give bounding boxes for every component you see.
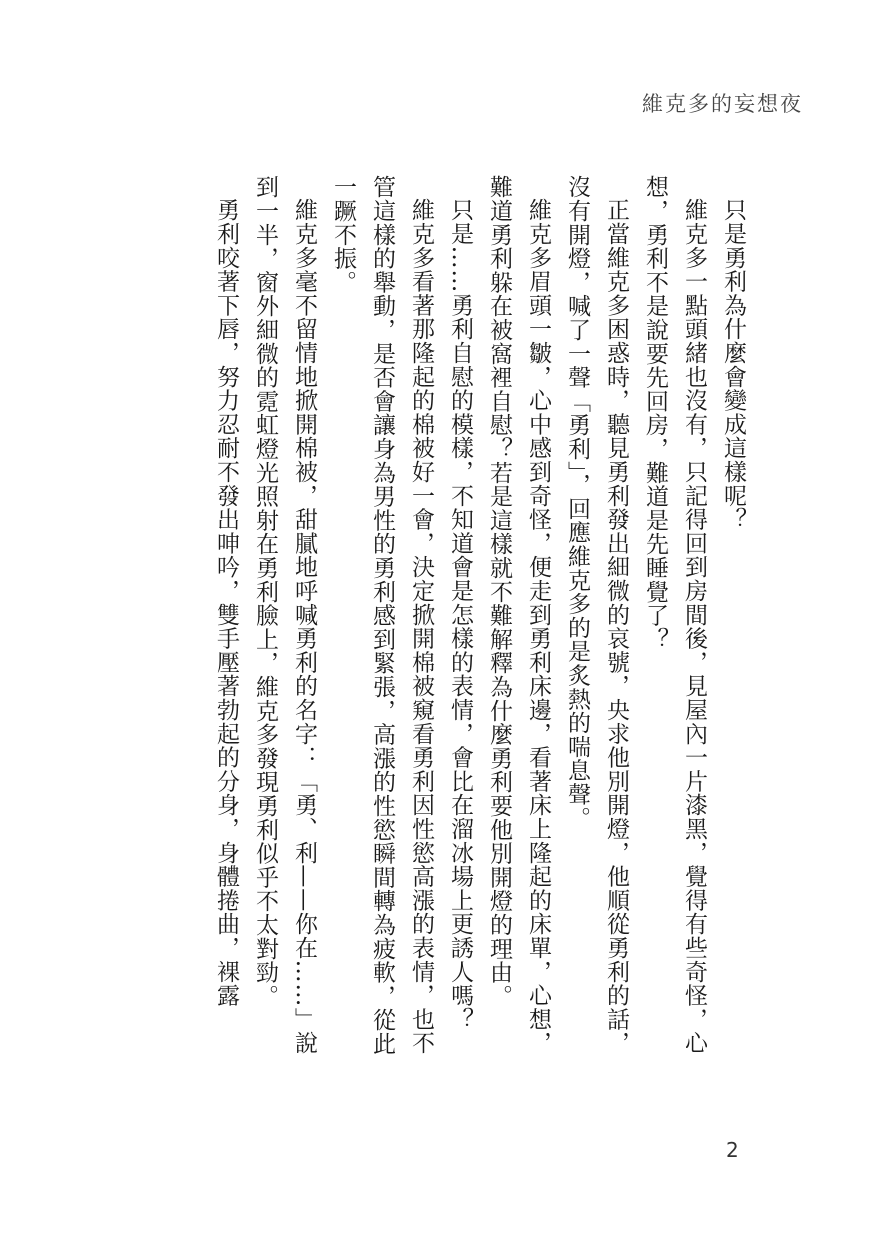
paragraph: 維克多毫不留情地掀開棉被，甜膩地呼喊勇利的名字：「勇、利——你在……」說到一半，窗外細微的霓虹燈光照射在勇利臉上，維克多發現勇利似乎不太對勁。 <box>252 175 317 1055</box>
paragraph: 勇利咬著下唇，努力忍耐不發出呻吟，雙手壓著勃起的分身，身體捲曲，裸露 <box>213 198 239 1008</box>
paragraph: 正當維克多困惑時，聽見勇利發出細微的哀號，央求他別開燈，他順從勇利的話，沒有開燈，喊了一聲「勇利」，回應維克多的是炙熱的喘息聲。 <box>564 175 629 1055</box>
body-text <box>160 175 752 1075</box>
paragraph: 維克多看著那隆起的棉被好一會，決定掀開棉被窺看勇利因性慾高漲的表情，也不管這樣的舉動，是否會讓身為男性的勇利感到緊張，高漲的性慾瞬間轉為疲軟，從此一蹶不振。 <box>330 175 434 1056</box>
paragraph: 維克多眉頭一皺，心中感到奇怪，便走到勇利床邊，看著床上隆起的床單，心想，難道勇利躲在被窩裡自慰？若是這樣就不難解釋為什麼勇利要他別開燈的理由。 <box>486 175 551 1055</box>
paragraph: 只是……勇利自慰的模樣，不知道會是怎樣的表情，會比在溜冰場上更誘人嗎？ <box>447 198 473 1031</box>
page-number: 2 <box>726 1138 739 1162</box>
running-head-title: 維克多的妄想夜 <box>642 92 803 116</box>
paragraph: 維克多一點頭緒也沒有，只記得回到房間後，見屋內一片漆黑，覺得有些奇怪，心想，勇利不是說要先回房，難道是先睡覺了？ <box>642 175 707 1055</box>
paragraph: 只是勇利為什麼會變成這樣呢？ <box>720 198 746 532</box>
